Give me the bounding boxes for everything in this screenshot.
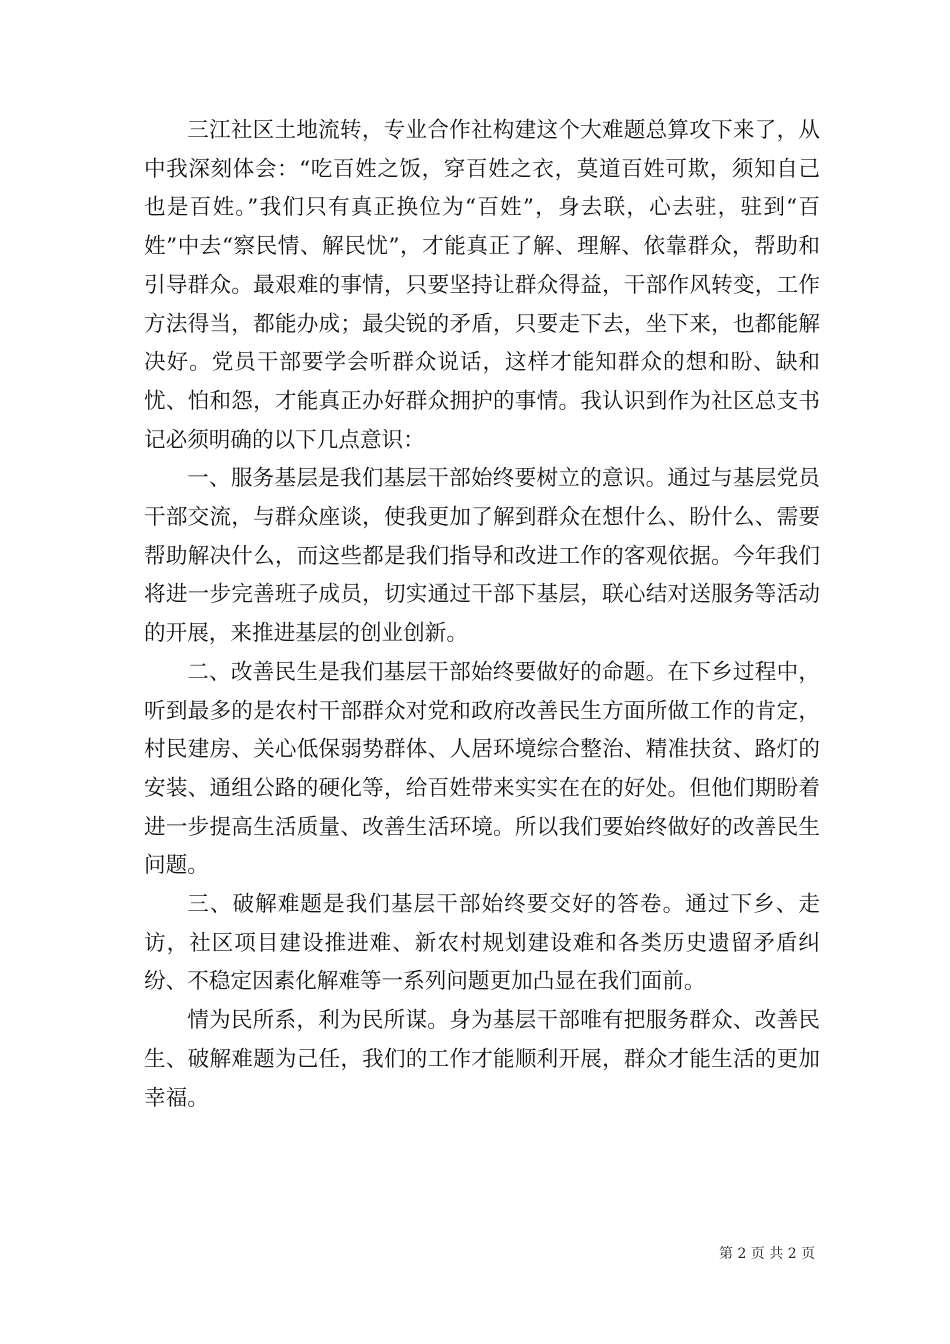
page-number-label: 第 2 页 共 2 页 (719, 1246, 816, 1262)
page-number-footer (719, 1245, 815, 1263)
paragraph-solve-problems: 三、破解难题是我们基层干部始终要交好的答卷。通过下乡、走访，社区项目建设推进难、新农村规划建设难和各类历史遗留矛盾纠纷、不稳定因素化解难等一系列问题更加凸显在我们面前。 (144, 892, 820, 995)
paragraph-conclusion: 情为民所系，利为民所谋。身为基层干部唯有把服务群众、改善民生、破解难题为己任，我们的工作才能顺利开展，群众才能生活的更加幸福。 (144, 1008, 820, 1111)
document-body (144, 112, 820, 1118)
paragraph-intro: 三江社区土地流转，专业合作社构建这个大难题总算攻下来了，从中我深刻体会：“吃百姓之饭，穿百姓之衣，莫道百姓可欺，须知自己也是百姓。”我们只有真正换位为“百姓”，身去联，心去驻，驻到“百姓”中去“察民情、解民忧”，才能真正了解、理解、依靠群众，帮助和引导群众。最艰难的事情，只要坚持让群众得益，干部作风转变，工作方法得当，都能办成；最尖锐的矛盾，只要走下去，坐下来，也都能解决好。党员干部要学会听群众说话，这样才能知群众的想和盼、缺和忧、怕和怨，才能真正办好群众拥护的事情。我认识到作为社区总支书记必须明确的以下几点意识： (144, 118, 820, 453)
paragraph-improve-livelihood: 二、改善民生是我们基层干部始终要做好的命题。在下乡过程中，听到最多的是农村干部群众对党和政府改善民生方面所做工作的肯定，村民建房、关心低保弱势群体、人居环境综合整治、精准扶贫、路灯的安装、通组公路的硬化等，给百姓带来实实在在的好处。但他们期盼着进一步提高生活质量、改善生活环境。所以我们要始终做好的改善民生问题。 (144, 659, 820, 879)
paragraph-serve-grassroots: 一、服务基层是我们基层干部始终要树立的意识。通过与基层党员干部交流，与群众座谈，使我更加了解到群众在想什么、盼什么、需要帮助解决什么，而这些都是我们指导和改进工作的客观依据。今年我们将进一步完善班子成员，切实通过干部下基层，联心结对送服务等活动的开展，来推进基层的创业创新。 (144, 466, 820, 647)
